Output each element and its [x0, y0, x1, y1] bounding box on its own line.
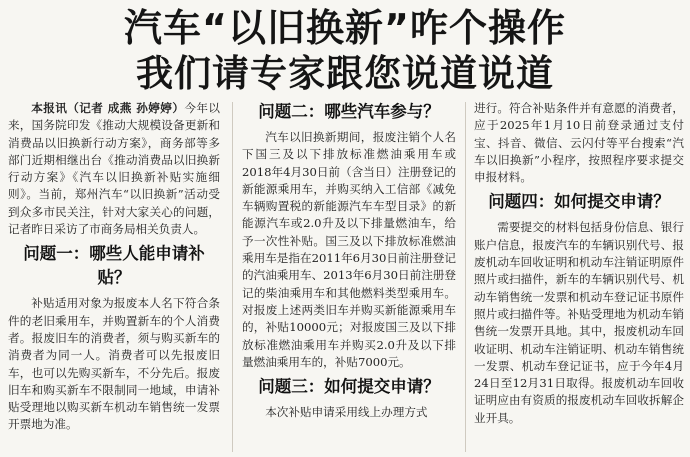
column-divider-2: [465, 102, 466, 452]
question-2-heading: 问题二：哪些汽车参与？: [258, 102, 440, 121]
intro-text: 今年以来，国务院印发《推动大规模设备更新和消费品以旧换新行动方案》，商务部等多部门近期相继出台《推动消费品以旧换新行动方案》《汽车以旧换新补贴实施细则》。当前，郑州汽车“以旧换新”活动受到众多市民关注，针对大家关心的问题，记者昨日采访了市商务局相关负责人。: [8, 101, 220, 237]
intro-paragraph: [8, 100, 220, 238]
byline: 本报讯（记者 成燕 孙婷婷）: [31, 101, 185, 115]
question-3-body: 本次补贴申请采用线上办理方式: [265, 405, 428, 420]
article-column-3: [474, 100, 684, 427]
column-divider-1: [232, 102, 233, 452]
article-column-1: [8, 100, 220, 434]
question-1-heading: 问题一：哪些人能申请补贴？: [23, 244, 205, 288]
question-4-body: 需要提交的材料包括身份信息、银行账户信息，报废汽车的车辆识别代号、报废机动车回收证明和机动车注销证明原件照片或扫描件，新车的车辆识别代号、机动车销售统一发票和机动车登记证书原件照片或扫描件等。补贴受理地为机动车销售统一发票开具地。其中，报废机动车回收证明、机动车注销证明、机动车销售统一发票、机动车登记证书，应于今年4月24日至12月31日取得。报废机动车回收证明应由有资质的报废机动车回收拆解企业开具。: [474, 220, 684, 425]
headline-line-2: 我们请专家跟您说道说道: [136, 52, 554, 95]
headline-line-1: 汽车“以旧换新”咋个操作: [124, 6, 566, 50]
question-2-body: 汽车以旧换新期间，报废注销个人名下国三及以下排放标准燃油乘用车或2018年4月30日前（含当日）注册登记的新能源乘用车，并购买纳入工信部《减免车辆购置税的新能源汽车车型目录》的新能源汽车或2.0升及以下排量燃油车，给予一次性补贴。国三及以下排放标准燃油乘用车是指在2011年6月30日前注册登记的汽油乘用车、2013年6月30日前注册登记的柴油乘用车和其他燃料类型乘用车。对报废上述两类旧车并购买新能源乘用车的，补贴10000元；对报废国三及以下排放标准燃油乘用车并购买2.0升及以下排量燃油乘用车的，补贴7000元。: [242, 130, 456, 369]
question-1-body: 补贴适用对象为报废本人名下符合条件的老旧乘用车，并购置新车的个人消费者。报废旧车的消费者，须与购买新车的消费者为同一人。消费者可以先报废旧车，也可以先购买新车，不分先后。报废旧车和购买新车不限制同一地域，申请补贴受理地以购买新车机动车销售统一发票开票地为准。: [8, 296, 220, 432]
question-3-heading: 问题三：如何提交申请？: [258, 377, 440, 397]
article-column-2: [242, 100, 456, 421]
question-3-continued: 进行。符合补贴条件并有意愿的消费者，应于2025年1月10日前登录通过支付宝、抖音、微信、云闪付等平台搜索“汽车以旧换新”小程序，按照程序要求提交申报材料。: [474, 101, 684, 185]
question-4-heading: 问题四：如何提交申请？: [488, 192, 670, 212]
